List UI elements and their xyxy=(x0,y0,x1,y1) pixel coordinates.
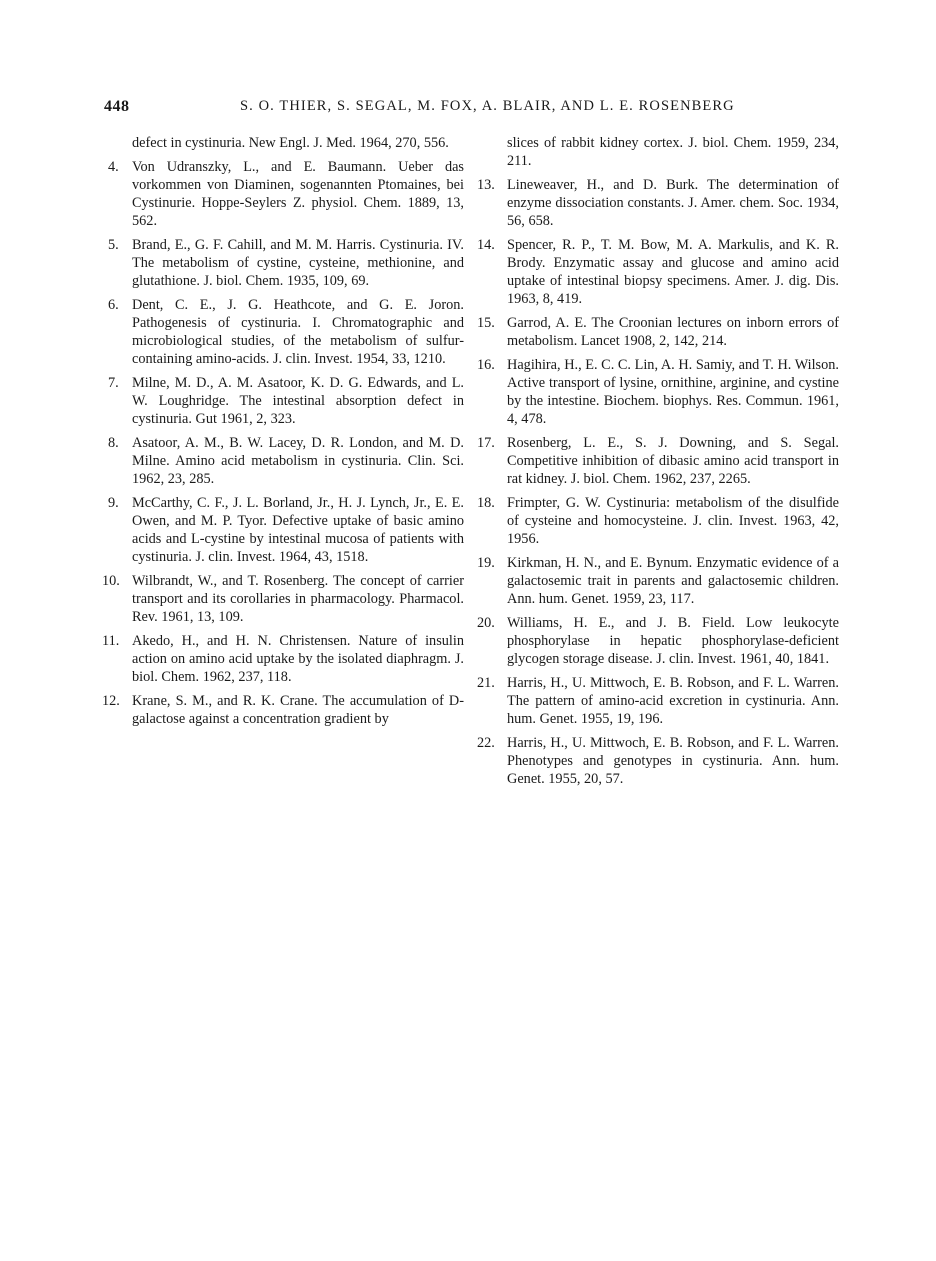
reference-item xyxy=(108,374,464,428)
reference-text: Williams, H. E., and J. B. Field. Low leukocyte phosphorylase in hepatic phosphorylase-deficient glycogen storage disease. J. clin. Invest. 1961, 40, 1841. xyxy=(507,615,839,667)
reference-item xyxy=(477,554,839,608)
reference-number: 22. xyxy=(477,735,495,751)
reference-text: Dent, C. E., J. G. Heathcote, and G. E. Joron. Pathogenesis of cystinuria. I. Chromatographic and microbiological studies, of the metabolism of sulfur-containing amino-acids. J. clin. Invest. 1954, 33, 1210. xyxy=(132,297,464,367)
reference-text: Asatoor, A. M., B. W. Lacey, D. R. London, and M. D. Milne. Amino acid metabolism in cystinuria. Clin. Sci. 1962, 23, 285. xyxy=(132,435,464,487)
reference-number: 9. xyxy=(108,495,119,511)
reference-number: 5. xyxy=(108,237,119,253)
reference-item xyxy=(108,434,464,488)
reference-number: 20. xyxy=(477,615,495,631)
reference-item xyxy=(108,236,464,290)
reference-item xyxy=(108,296,464,368)
page-number: 448 xyxy=(104,98,130,115)
reference-number: 15. xyxy=(477,315,495,331)
reference-number: 11. xyxy=(102,633,120,649)
reference-item xyxy=(102,572,464,626)
reference-text: McCarthy, C. F., J. L. Borland, Jr., H. J. Lynch, Jr., E. E. Owen, and M. P. Tyor. Defective uptake of basic amino acids and L-cystine by intestinal mucosa of patients with cystinuria. J. clin. Invest. 1964, 43, 1518. xyxy=(132,495,464,565)
reference-item xyxy=(477,674,839,728)
reference-item xyxy=(477,176,839,230)
reference-item xyxy=(132,134,464,152)
reference-number: 7. xyxy=(108,375,119,391)
reference-item xyxy=(477,494,839,548)
page-header xyxy=(0,98,936,124)
running-head-authors: S. O. THIER, S. SEGAL, M. FOX, A. BLAIR, AND L. E. ROSENBERG xyxy=(240,98,735,114)
reference-text: defect in cystinuria. New Engl. J. Med. 1964, 270, 556. xyxy=(132,135,449,151)
reference-number: 13. xyxy=(477,177,495,193)
references-right-column xyxy=(477,134,839,794)
reference-text: Von Udranszky, L., and E. Baumann. Ueber das vorkommen von Diaminen, sogenannten Ptomaines, bei Cystinurie. Hoppe-Seylers Z. physiol. Chem. 1889, 13, 562. xyxy=(132,159,464,229)
reference-text: Frimpter, G. W. Cystinuria: metabolism of the disulfide of cysteine and homocysteine. J. clin. Invest. 1963, 42, 1956. xyxy=(507,495,839,547)
reference-number: 18. xyxy=(477,495,495,511)
references-left-column xyxy=(102,134,464,734)
reference-text: Spencer, R. P., T. M. Bow, M. A. Markulis, and K. R. Brody. Enzymatic assay and glucose and amino acid uptake of intestinal biopsy specimens. Amer. J. dig. Dis. 1963, 8, 419. xyxy=(507,237,839,307)
reference-item xyxy=(477,434,839,488)
reference-text: slices of rabbit kidney cortex. J. biol. Chem. 1959, 234, 211. xyxy=(507,135,839,169)
reference-text: Harris, H., U. Mittwoch, E. B. Robson, and F. L. Warren. Phenotypes and genotypes in cystinuria. Ann. hum. Genet. 1955, 20, 57. xyxy=(507,735,839,787)
reference-number: 10. xyxy=(102,573,120,589)
reference-item xyxy=(108,494,464,566)
reference-item xyxy=(477,314,839,350)
reference-text: Lineweaver, H., and D. Burk. The determination of enzyme dissociation constants. J. Amer. chem. Soc. 1934, 56, 658. xyxy=(507,177,839,229)
reference-number: 19. xyxy=(477,555,495,571)
reference-text: Harris, H., U. Mittwoch, E. B. Robson, and F. L. Warren. The pattern of amino-acid excretion in cystinuria. Ann. hum. Genet. 1955, 19, 196. xyxy=(507,675,839,727)
reference-number: 21. xyxy=(477,675,495,691)
reference-number: 8. xyxy=(108,435,119,451)
reference-number: 16. xyxy=(477,357,495,373)
reference-number: 12. xyxy=(102,693,120,709)
reference-item xyxy=(477,236,839,308)
reference-text: Rosenberg, L. E., S. J. Downing, and S. Segal. Competitive inhibition of dibasic amino acid transport in rat kidney. J. biol. Chem. 1962, 237, 2265. xyxy=(507,435,839,487)
reference-text: Hagihira, H., E. C. C. Lin, A. H. Samiy, and T. H. Wilson. Active transport of lysine, ornithine, arginine, and cystine by the intestine. Biochem. biophys. Res. Commun. 1961, 4, 478. xyxy=(507,357,839,427)
reference-text: Krane, S. M., and R. K. Crane. The accumulation of D-galactose against a concentration gradient by xyxy=(132,693,464,727)
reference-item xyxy=(108,158,464,230)
reference-item xyxy=(477,614,839,668)
reference-text: Garrod, A. E. The Croonian lectures on inborn errors of metabolism. Lancet 1908, 2, 142, 214. xyxy=(507,315,839,349)
reference-number: 17. xyxy=(477,435,495,451)
reference-item xyxy=(102,632,464,686)
reference-text: Wilbrandt, W., and T. Rosenberg. The concept of carrier transport and its corollaries in pharmacology. Pharmacol. Rev. 1961, 13, 109. xyxy=(132,573,464,625)
reference-item xyxy=(507,134,839,170)
reference-item xyxy=(102,692,464,728)
reference-number: 14. xyxy=(477,237,495,253)
reference-item xyxy=(477,734,839,788)
reference-number: 4. xyxy=(108,159,119,175)
reference-text: Brand, E., G. F. Cahill, and M. M. Harris. Cystinuria. IV. The metabolism of cystine, cysteine, methionine, and glutathione. J. biol. Chem. 1935, 109, 69. xyxy=(132,237,464,289)
reference-number: 6. xyxy=(108,297,119,313)
reference-item xyxy=(477,356,839,428)
reference-text: Kirkman, H. N., and E. Bynum. Enzymatic evidence of a galactosemic trait in parents and galactosemic children. Ann. hum. Genet. 1959, 23, 117. xyxy=(507,555,839,607)
reference-text: Milne, M. D., A. M. Asatoor, K. D. G. Edwards, and L. W. Loughridge. The intestinal absorption defect in cystinuria. Gut 1961, 2, 323. xyxy=(132,375,464,427)
reference-text: Akedo, H., and H. N. Christensen. Nature of insulin action on amino acid uptake by the isolated diaphragm. J. biol. Chem. 1962, 237, 118. xyxy=(132,633,464,685)
